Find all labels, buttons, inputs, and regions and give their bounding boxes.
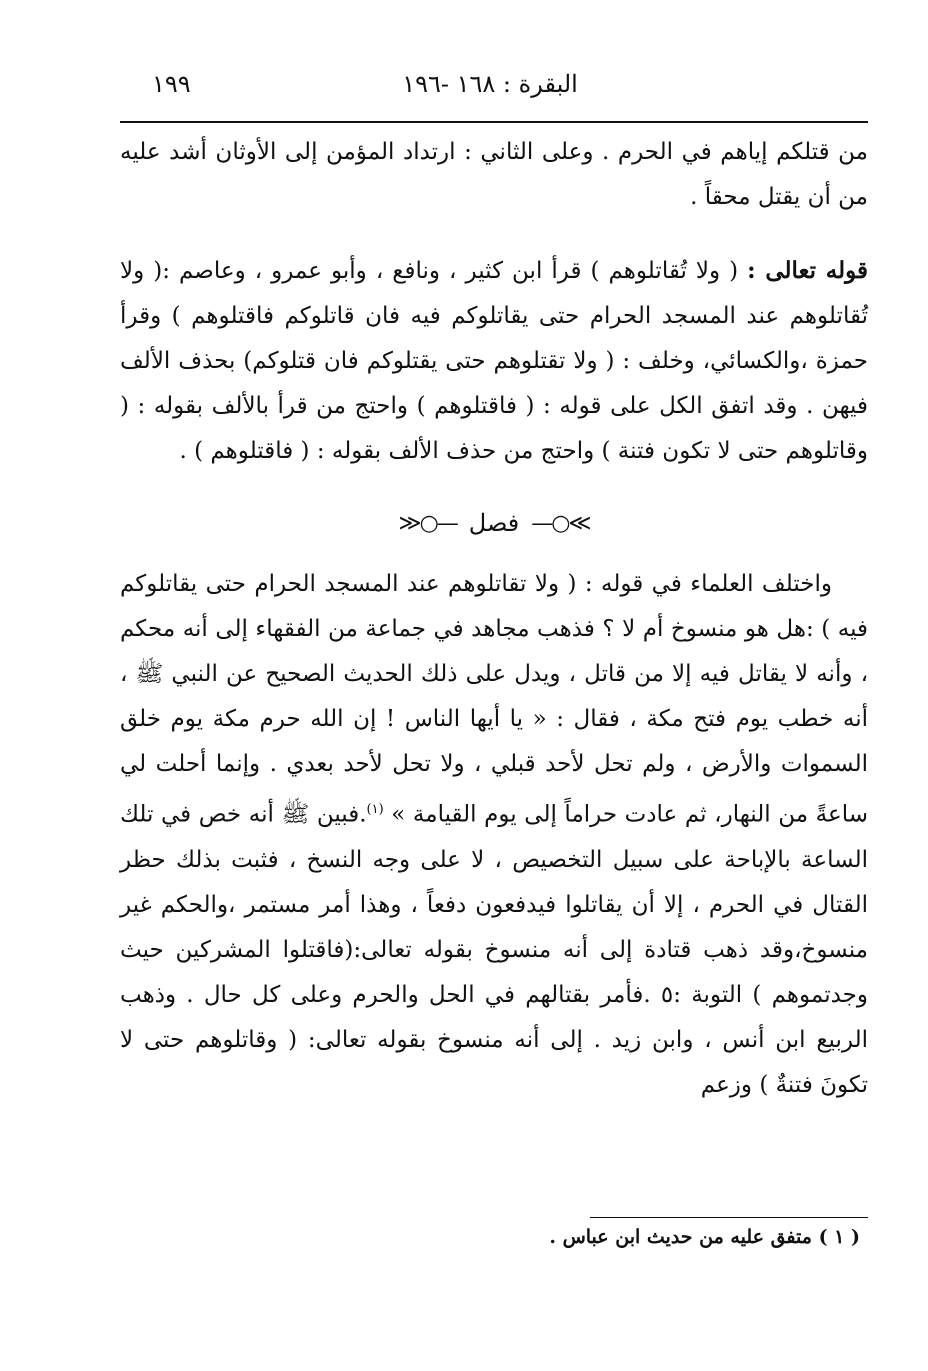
footnote-rule [590, 1217, 868, 1218]
paragraph-1: من قتلكم إياهم في الحرم . وعلى الثاني : ارتداد المؤمن إلى الأوثان أشد عليه من أن يقتل محقاً . [120, 139, 868, 210]
header-rule [120, 121, 868, 123]
paragraph-3-part2: .فبين ﷺ أنه خص في تلك الساعة بالإباحة على سبيل التخصيص ، لا على وجه النسخ ، فثبت بذلك حظر القتال في الحرم ، إلا أن يقاتلوا فيدفعون دفعاً ، وهذا أمر مستمر ،والحكم غير منسوخ،وقد ذهب قتادة إلى أنه منسوخ بقوله تعالى:(فاقتلوا المشركين حيث وجدتموهم ) التوبة :٥ .فأمر بقتالهم في الحل والحرم وعلى كل حال . وذهب الربيع ابن أنس ، وابن زيد . إلى أنه منسوخ بقوله تعالى: ( وقاتلوهم حتى لا تكونَ فتنةٌ ) وزعم [120, 801, 868, 1098]
ornament-left: —○≪ [398, 510, 457, 536]
verse-lead: قوله تعالى : [747, 257, 868, 284]
paragraph-3-part1: واختلف العلماء في قوله : ( ولا تقاتلوهم عند المسجد الحرام حتى يقاتلوكم فيه ) :هل هو منسوخ أم لا ؟ فذهب مجاهد في جماعة من الفقهاء إلى أنه محكم ، وأنه لا يقاتل فيه إلا من قاتل ، ويدل على ذلك الحديث الصحيح عن النبي ﷺ ، أنه خطب يوم فتح مكة ، فقال : « يا أيها الناس ! إن الله حرم مكة يوم خلق السموات والأرض ، ولم تحل لأحد قبلي ، ولا تحل لأحد بعدي . وإنما أحلت لي ساعةً من النهار، ثم عادت حراماً إلى يوم القيامة » [120, 571, 868, 828]
page-body [120, 130, 868, 1108]
page-number: ١٩٩ [152, 70, 191, 98]
page-header [120, 70, 860, 106]
section-heading [120, 498, 868, 548]
paragraph-3 [120, 562, 868, 1108]
section-title: فصل [468, 509, 520, 537]
paragraph-2 [120, 248, 868, 474]
running-title: البقرة : ١٦٨ -١٩٦ [402, 70, 578, 98]
footnote: ( ١ ) متفق عليه من حديث ابن عباس . [549, 1226, 860, 1248]
footnote-mark: (١) [366, 802, 384, 817]
paragraph-2-text: ( ولا تُقاتلوهم ) قرأ ابن كثير ، ونافع ، وأبو عمرو ، وعاصم :( ولا تُقاتلوهم عند المسجد الحرام حتى يقاتلوكم فيه فان قاتلوكم فاقتلوهم ) وقرأ حمزة ،والكسائي، وخلف : ( ولا تقتلوهم حتى يقتلوكم فان قتلوكم) بحذف الألف فيهن . وقد اتفق الكل على قوله : ( فاقتلوهم ) واحتج من قرأ بالألف بقوله : ( وقاتلوهم حتى لا تكون فتنة ) واحتج من حذف الألف بقوله : ( فاقتلوهم ) . [120, 258, 868, 464]
ornament-right: ≫○— [531, 510, 590, 536]
